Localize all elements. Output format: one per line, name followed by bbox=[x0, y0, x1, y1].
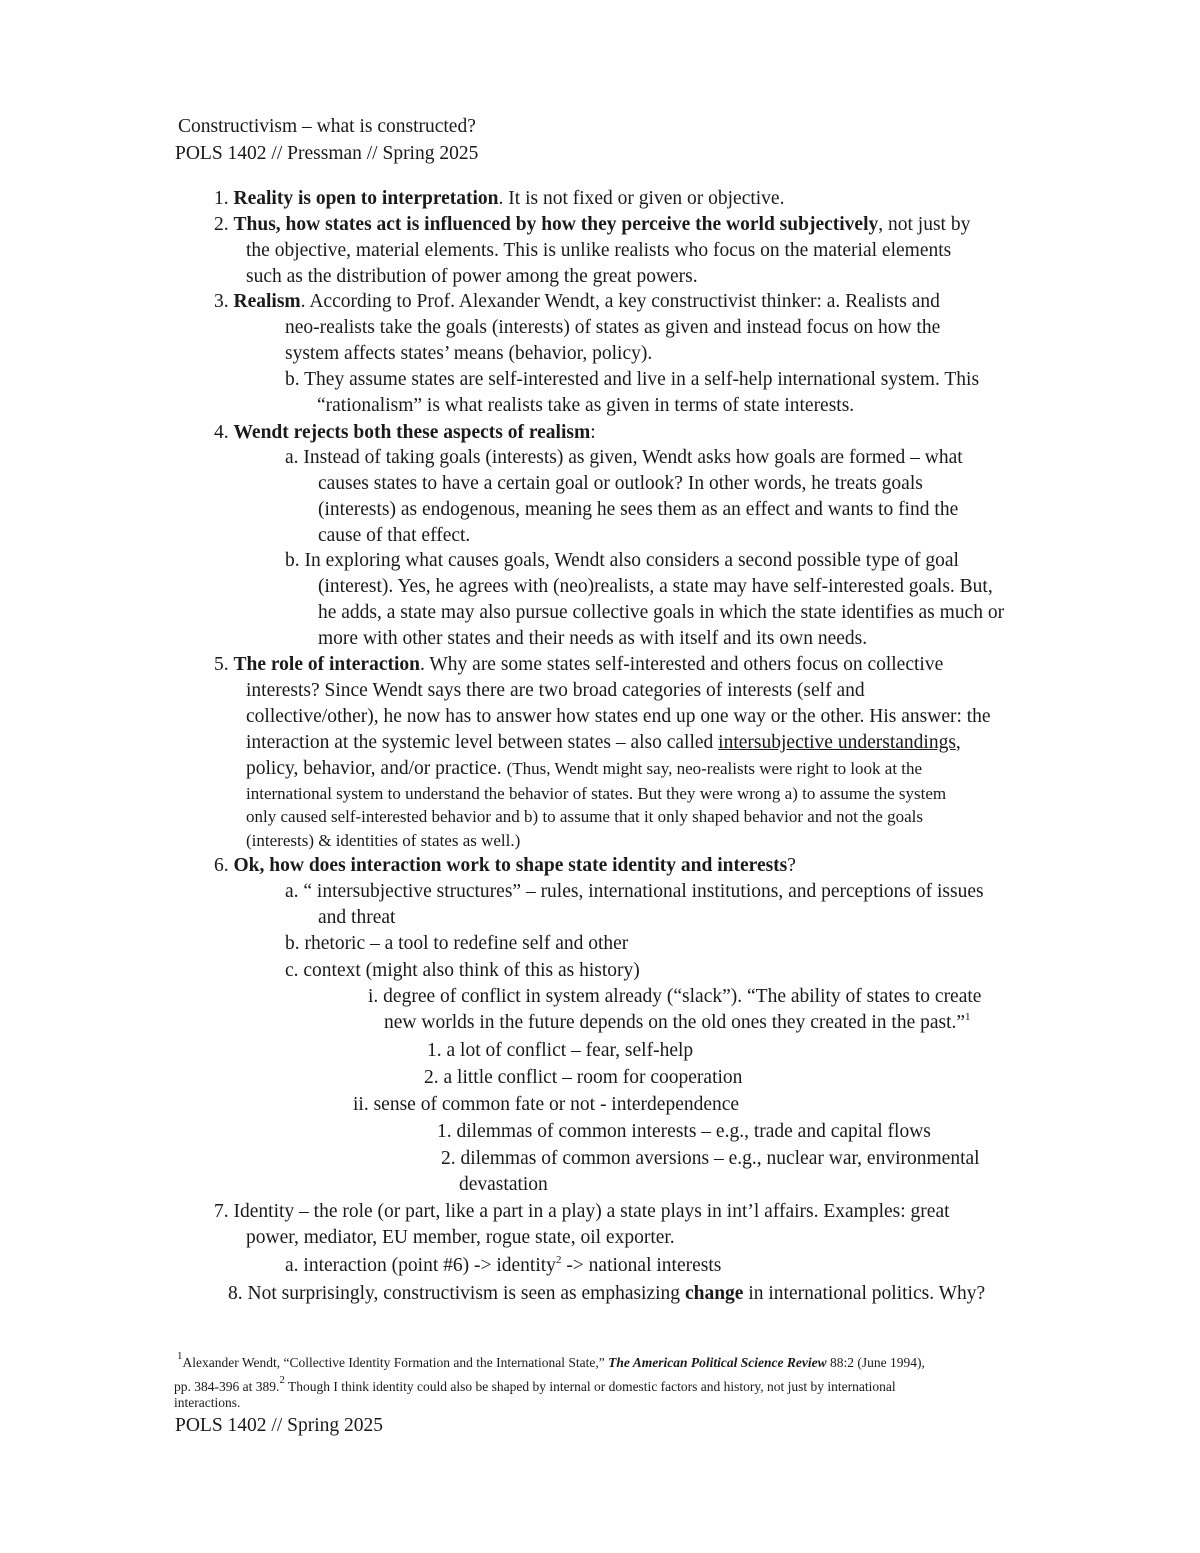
list-item-7-line: power, mediator, EU member, rogue state, oil exporter. bbox=[246, 1227, 675, 1248]
list-item-5-line: (interests) & identities of states as well.) bbox=[246, 831, 521, 850]
list-item-6a: a. “ intersubjective structures” – rules, international institutions, and perceptions of issues bbox=[285, 881, 984, 902]
list-item-6c-i-line: new worlds in the future depends on the old ones they created in the past.”$^1$ bbox=[384, 1011, 971, 1033]
list-item-5: 5. The role of interaction. Why are some states self-interested and others focus on collective bbox=[214, 654, 944, 675]
footnote-2-cont: interactions. bbox=[174, 1395, 241, 1410]
list-item-4: 4. Wendt rejects both these aspects of realism: bbox=[214, 422, 596, 443]
list-item-5-line: collective/other), he now has to answer how states end up one way or the other. His answer: the bbox=[246, 706, 991, 727]
list-item-3b: b. They assume states are self-interested and live in a self-help international system. This bbox=[285, 369, 980, 390]
footnote-ref: 1 bbox=[965, 1011, 971, 1023]
journal-title: The American Political Science Review bbox=[608, 1355, 827, 1370]
list-item-5-line: policy, behavior, and/or practice. (Thus, Wendt might say, neo-realists were right to look at the bbox=[246, 758, 923, 779]
list-item-6c-ii-2: 2. dilemmas of common aversions – e.g., nuclear war, environmental bbox=[441, 1148, 980, 1169]
list-item-6c: c. context (might also think of this as history) bbox=[285, 960, 640, 981]
list-item-6: 6. Ok, how does interaction work to shape state identity and interests? bbox=[214, 855, 796, 876]
document-title: Constructivism – what is constructed? bbox=[178, 116, 476, 137]
page-footer: POLS 1402 // Spring 2025 bbox=[175, 1415, 384, 1436]
list-item-4b-line: (interest). Yes, he agrees with (neo)realists, a state may have self-interested goals. But, bbox=[318, 576, 993, 597]
list-item-4a: a. Instead of taking goals (interests) as given, Wendt asks how goals are formed – what bbox=[285, 447, 963, 468]
list-item-5-line: international system to understand the behavior of states. But they were wrong a) to assume the system bbox=[246, 784, 947, 803]
list-item-3: 3. Realism. According to Prof. Alexander Wendt, a key constructivist thinker: a. Realists and bbox=[214, 291, 940, 312]
list-item-4b-line: more with other states and their needs as with itself and its own needs. bbox=[318, 628, 868, 649]
list-item-5-line: interests? Since Wendt says there are two broad categories of interests (self and bbox=[246, 680, 865, 701]
list-item-2-line: the objective, material elements. This is unlike realists who focus on the material elements bbox=[246, 240, 952, 261]
footnote-ref: 2 bbox=[555, 1254, 562, 1266]
list-item-6a-line: and threat bbox=[318, 907, 396, 928]
list-item-6c-ii-2-line: devastation bbox=[459, 1174, 548, 1195]
list-item-4a-line: causes states to have a certain goal or outlook? In other words, he treats goals bbox=[318, 473, 923, 494]
list-item-6c-ii: ii. sense of common fate or not - interdependence bbox=[353, 1094, 740, 1115]
list-item-7: 7. Identity – the role (or part, like a part in a play) a state plays in int’l affairs. Examples: great bbox=[214, 1201, 950, 1222]
list-item-7a: a. interaction (point #6) -> identity$^2$ -> national interests bbox=[285, 1254, 722, 1276]
list-item-5-line: interaction at the systemic level between states – also called intersubjective understandings, bbox=[246, 732, 961, 753]
list-item-6c-i-2: 2. a little conflict – room for cooperation bbox=[424, 1067, 743, 1088]
underlined-term: intersubjective understandings bbox=[718, 732, 956, 753]
list-item-5-line: only caused self-interested behavior and b) to assume that it only shaped behavior and not the goals bbox=[246, 807, 923, 826]
list-item-2: 2. Thus, how states act is influenced by how they perceive the world subjectively, not just by bbox=[214, 214, 971, 235]
footnote-1-cont: pp. 384-396 at 389.$^2$ Though I think identity could also be shaped by internal or domestic factors and history, not just by international bbox=[174, 1374, 896, 1394]
list-item-1: 1. Reality is open to interpretation. It is not fixed or given or objective. bbox=[214, 188, 785, 209]
list-item-6c-ii-1: 1. dilemmas of common interests – e.g., trade and capital flows bbox=[437, 1121, 931, 1142]
list-item-4a-line: cause of that effect. bbox=[318, 525, 471, 546]
list-item-2-line: such as the distribution of power among the great powers. bbox=[246, 266, 698, 287]
list-item-3-line: neo-realists take the goals (interests) of states as given and instead focus on how the bbox=[285, 317, 941, 338]
list-item-6c-i-1: 1. a lot of conflict – fear, self-help bbox=[427, 1040, 694, 1061]
list-item-3b-line: “rationalism” is what realists take as given in terms of state interests. bbox=[317, 395, 855, 416]
list-item-4b-line: he adds, a state may also pursue collective goals in which the state identifies as much or bbox=[318, 602, 1005, 623]
list-item-6c-i: i. degree of conflict in system already (“slack”). “The ability of states to create bbox=[368, 986, 982, 1007]
list-item-4a-line: (interests) as endogenous, meaning he sees them as an effect and wants to find the bbox=[318, 499, 959, 520]
list-item-8: 8. Not surprisingly, constructivism is seen as emphasizing change in international politics. Why? bbox=[228, 1283, 986, 1304]
course-line: POLS 1402 // Pressman // Spring 2025 bbox=[175, 143, 479, 164]
list-item-6b: b. rhetoric – a tool to redefine self and other bbox=[285, 933, 629, 954]
list-item-4b: b. In exploring what causes goals, Wendt also considers a second possible type of goal bbox=[285, 550, 959, 571]
list-item-3-line: system affects states’ means (behavior, policy). bbox=[285, 343, 653, 364]
footnote-1: $^1$Alexander Wendt, “Collective Identity Formation and the International State,” The American Political Science Review 88:2 (June 1994), bbox=[177, 1350, 925, 1370]
